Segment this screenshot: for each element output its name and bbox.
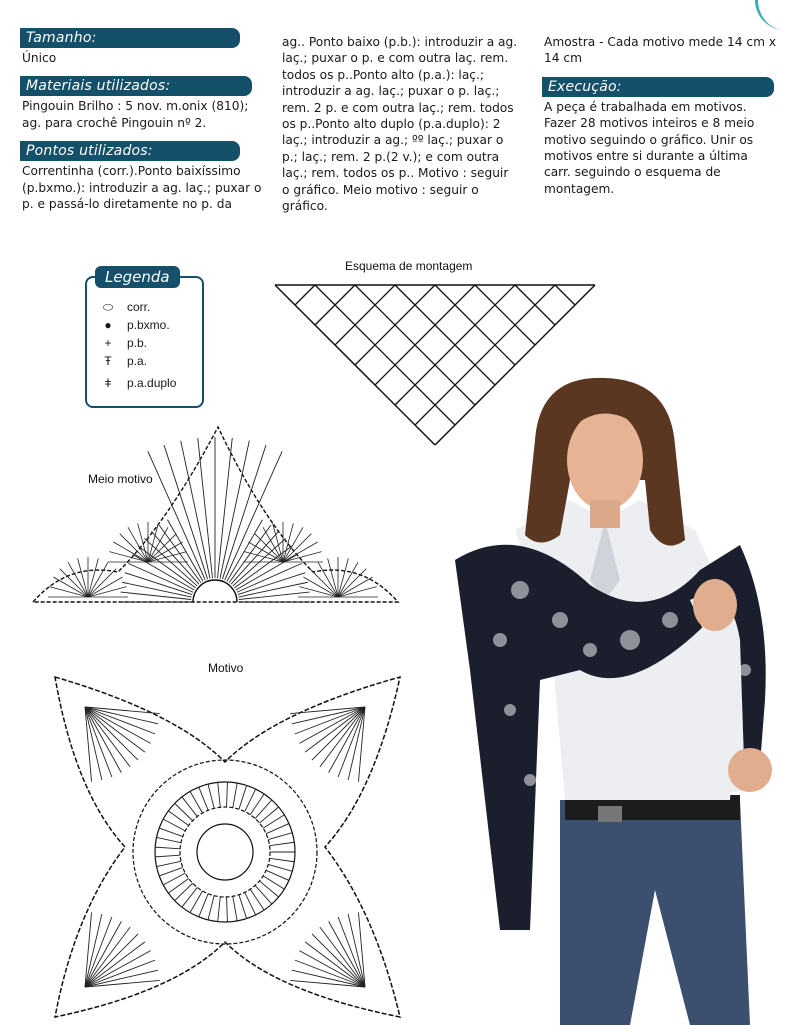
motif-corner-stitch <box>358 912 365 987</box>
motif-stitch <box>239 895 247 919</box>
motif-corner-stitch <box>312 707 365 760</box>
half-motif-stitch <box>138 546 195 588</box>
assembly-diagram-caption: Esquema de montagem <box>345 259 473 273</box>
motif-stitch <box>218 782 221 807</box>
treble-crochet-icon: ǂ <box>104 376 112 390</box>
half-motif-stitch <box>159 525 201 582</box>
pontos-text: Correntinha (corr.).Ponto baixíssimo (p.bxmo.): introduzir a ag. laç.; puxar o p. e passá-lo diretamente no p. da <box>22 164 262 212</box>
half-motif-fan-stitch <box>338 587 377 597</box>
half-motif-fan-stitch <box>138 523 148 562</box>
motif-stitch <box>155 847 180 849</box>
plus-icon: + <box>104 336 112 350</box>
section-header-execucao: Execução: <box>542 77 774 97</box>
half-motif-fan-stitch <box>328 558 338 597</box>
text-column-1 <box>20 28 265 218</box>
section-header-tamanho: Tamanho: <box>20 28 240 48</box>
motif-stitch <box>218 897 221 922</box>
tamanho-text: Único <box>22 51 57 65</box>
half-motif-fan-stitch <box>78 558 88 597</box>
half-motif-stitch <box>238 573 306 595</box>
section-header-pontos: Pontos utilizados: <box>20 141 240 161</box>
motif-stitch <box>239 785 247 809</box>
amostra-text: Amostra - Cada motivo mede 14 cm x 14 cm <box>544 35 777 66</box>
motif-stitch <box>268 864 292 871</box>
motif-corner-stitch <box>85 707 160 714</box>
motif-stitch <box>266 870 289 880</box>
motif-stitch <box>159 867 182 876</box>
page-corner-decoration <box>755 0 788 30</box>
motif-stitch <box>199 894 208 917</box>
assembly-grid-line <box>555 285 575 305</box>
half-motif-stitch <box>122 582 191 597</box>
motif-outline <box>55 677 400 1017</box>
motif-stitch <box>268 833 292 840</box>
motif-corner-stitch <box>85 980 160 987</box>
assembly-grid-line <box>475 285 535 345</box>
motif-stitch <box>157 861 181 866</box>
motif-ring <box>197 824 253 880</box>
half-motif-stitch <box>231 531 279 584</box>
motif-stitch <box>255 885 272 904</box>
motif-corner-stitch <box>358 707 365 782</box>
half-motif-stitch <box>121 592 192 599</box>
motif-stitch <box>199 787 208 810</box>
legend-box <box>85 268 204 408</box>
motif-stitch <box>159 828 182 837</box>
half-motif-stitch <box>128 563 193 592</box>
half-motif-fan-stitch <box>338 558 348 597</box>
motif-stitch <box>270 858 295 861</box>
half-motif-stitch <box>151 531 199 584</box>
motif-stitch <box>175 803 193 820</box>
legend-item-pb: + p.b. <box>97 336 147 350</box>
motif-stitch <box>157 837 181 842</box>
motif-stitch <box>208 784 214 808</box>
motif-stitch <box>233 783 237 808</box>
text-column-3 <box>542 32 777 203</box>
motif-ring <box>180 807 270 897</box>
motif-stitch <box>270 842 295 845</box>
legend-item-corr: ⬭ corr. <box>97 300 150 315</box>
half-motif-fan-stitch <box>299 587 338 597</box>
half-motif-stitch <box>237 563 302 592</box>
half-motif-fan-stitch <box>148 552 187 562</box>
section-header-materiais: Materiais utilizados: <box>20 76 252 96</box>
motif-corner-stitch <box>312 934 365 987</box>
half-motif-fan-stitch <box>283 523 293 562</box>
assembly-grid-line <box>335 285 395 345</box>
assembly-grid-line <box>315 285 455 425</box>
motif-caption: Motivo <box>208 661 244 675</box>
motif-stitch <box>266 824 289 834</box>
half-motif-stitch <box>133 555 194 591</box>
legend-item-pa: Ŧ p.a. <box>97 354 147 368</box>
motif-corner-stitch <box>290 980 365 987</box>
motif-corner-stitch <box>85 707 92 782</box>
double-crochet-icon: Ŧ <box>104 354 112 368</box>
motif-stitch <box>255 800 272 819</box>
half-motif-stitch <box>125 573 193 595</box>
execucao-text: A peça é trabalhada em motivos. Fazer 28 motivos inteiros e 8 meio motivo seguindo o gráfico. Unir os motivos entre si durante a última carr. seguindo o esquema de montagem. <box>544 99 755 196</box>
motif-corner-stitch <box>85 912 92 987</box>
legend-item-padouble: ǂ p.a.duplo <box>97 376 176 390</box>
motif-diagram <box>45 672 410 1022</box>
half-motif-center-ring <box>193 580 237 602</box>
half-motif-fan-stitch <box>88 558 98 597</box>
motif-corner-stitch <box>85 707 138 760</box>
half-motif-caption: Meio motivo <box>88 472 153 486</box>
legend-item-pbxmo: ● p.bxmo. <box>97 318 170 332</box>
half-motif-stitch <box>227 520 263 581</box>
motif-stitch <box>208 896 214 920</box>
half-motif-stitch <box>229 525 271 582</box>
half-motif-stitch <box>236 555 297 591</box>
half-motif-fan-stitch <box>49 587 88 597</box>
motif-stitch <box>227 782 228 807</box>
motif-stitch <box>227 897 228 922</box>
chain-oval-icon: ⬭ <box>102 300 114 314</box>
text-column-2 <box>280 32 518 220</box>
materiais-text: Pingouin Brilho : 5 nov. m.onix (810); ag. para crochê Pingouin nº 2. <box>22 99 249 130</box>
half-motif-diagram <box>28 412 403 622</box>
motif-stitch <box>155 855 180 857</box>
half-motif-stitch <box>239 592 310 599</box>
assembly-grid-line <box>295 285 315 305</box>
motif-corner-stitch <box>85 934 138 987</box>
motif-stitch <box>175 883 193 900</box>
legend-title: Legenda <box>95 266 180 288</box>
half-motif-stitch <box>238 582 307 597</box>
model-photo <box>440 370 780 1025</box>
half-motif-stitch <box>168 520 204 581</box>
motif-stitch <box>233 896 237 921</box>
pontos-continued-text: ag.. Ponto baixo (p.b.): introduzir a ag. laç.; puxar o p. e com outra laç. rem. todos os p..Ponto alto (p.a.): laç.; introduzir a ag. laç.; puxar o p. laç.; rem. 2 p. e com outra laç.; rem. todos os p..Ponto alto duplo (p.a.duplo): 2 laç.; introduzir a ag.; ºº laç.; puxar o p.; laç.; rem. 2 p.(2 v.); e com outra laç.; rem. todos os p.. Motivo : seguir o gráfico. Meio motivo : seguir o gráfico. <box>282 35 518 214</box>
dot-icon: ● <box>104 318 112 332</box>
motif-corner-stitch <box>290 707 365 714</box>
